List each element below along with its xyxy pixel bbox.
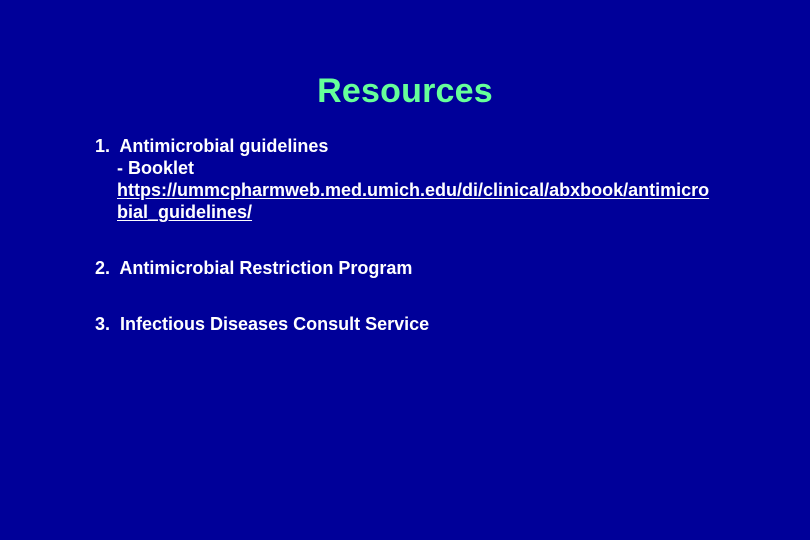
spacer [95, 223, 745, 257]
slide-title: Resources [317, 72, 493, 110]
guidelines-link[interactable]: https://ummcpharmweb.med.umich.edu/di/clinical/abxbook/antimicrobial_guidelines/ [117, 180, 710, 222]
list-item-consult-service: 3. Infectious Diseases Consult Service [95, 314, 430, 334]
list-item-restriction-program: 2. Antimicrobial Restriction Program [95, 258, 413, 278]
spacer [95, 279, 745, 313]
list-item-guidelines: 1. Antimicrobial guidelines [95, 136, 329, 156]
booklet-label: - Booklet [117, 158, 195, 178]
resource-list [95, 135, 745, 335]
